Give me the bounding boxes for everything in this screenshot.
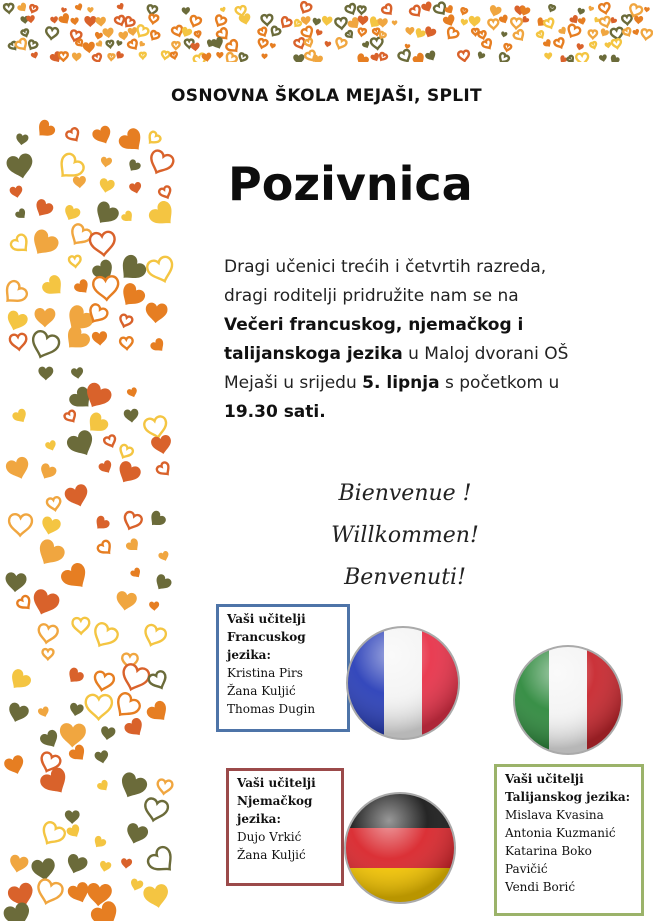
heart-icon [67,222,94,248]
heart-icon [269,43,276,50]
heart-icon [108,54,114,60]
heart-icon [120,209,136,225]
heart-icon [38,765,73,799]
heart-icon [258,27,268,37]
heart-icon [92,331,108,346]
heart-icon [146,198,179,231]
heart-icon [324,41,332,48]
heart-icon [299,1,313,14]
heart-icon [116,770,150,803]
heart-icon [57,12,72,27]
teacher-name: Dujo Vrkić [237,830,302,844]
heart-icon [38,728,61,751]
heart-icon [134,24,149,39]
heart-icon [345,3,358,15]
invitation-text: Dragi učenici trećih i četvrtih razreda, dragi roditelji pridružite nam se na Večeri francuskog, njemačkog i talijanskoga jezika u Maloj dvorani OŠ Mejaši u srijedu 5. lipnja s početkom u 19.30 sati. [224,257,569,422]
heart-icon [119,663,151,694]
heart-icon [94,750,110,765]
heart-icon [114,15,126,26]
heart-icon [84,16,96,27]
heart-icon [587,5,594,12]
heart-icon [6,701,31,725]
heart-icon [404,43,410,49]
heart-icon [114,50,125,60]
heart-icon [604,42,611,49]
italian-teachers-heading: Vaši učitelji Talijanskog jezika: [505,772,631,804]
heart-icon [224,52,238,62]
german-teachers-box [226,768,344,886]
heart-icon [612,39,622,49]
heart-icon [63,483,91,510]
heart-icon [69,256,82,268]
heart-icon [76,39,84,47]
heart-icon [8,854,30,875]
heart-icon [29,587,62,618]
heart-icon [59,723,86,748]
heart-icon [127,27,137,37]
heart-icon [39,515,62,537]
heart-icon [29,5,38,14]
heart-icon [213,15,227,28]
heart-icon [468,16,480,27]
heart-icon [94,31,103,40]
heart-icon [358,6,366,14]
heart-icon [65,127,82,143]
heart-icon [158,186,173,200]
heart-icon [381,3,394,16]
teacher-name: Mislava Kvasina [505,808,604,822]
heart-icon [21,29,29,37]
hearts-border-left [0,118,185,921]
heart-icon [68,702,84,717]
heart-icon [97,459,114,476]
heart-icon [72,618,89,634]
heart-icon [634,16,644,25]
heart-icon [146,509,167,530]
heart-icon [4,309,29,334]
heart-icon [293,54,305,62]
heart-icon [65,666,86,687]
heart-icon [357,15,368,25]
hearts-border-top [0,0,653,62]
heart-icon [554,38,566,50]
heart-icon [5,152,35,181]
heart-icon [27,227,62,261]
heart-icon [548,5,555,12]
teacher-name: Žana Kuljić [227,684,296,698]
heart-icon [142,797,169,823]
heart-icon [50,16,59,24]
heart-icon [115,590,138,612]
heart-icon [9,514,32,536]
heart-icon [261,54,267,60]
heart-icon [4,455,32,482]
heart-icon [147,670,169,691]
heart-icon [37,624,59,644]
heart-icon [9,333,27,350]
heart-icon [149,337,168,355]
heart-icon [145,844,178,877]
heart-icon [28,329,61,361]
heart-icon [91,199,121,229]
heart-icon [575,43,584,51]
heart-icon [476,51,486,61]
heart-icon [608,54,621,62]
heart-icon [145,302,168,324]
heart-icon [59,52,68,60]
heart-icon [96,539,114,556]
heart-icon [11,407,30,425]
heart-icon [397,49,412,62]
heart-icon [6,667,33,694]
heart-icon [34,878,64,907]
heart-icon [40,273,68,301]
heart-icon [138,40,146,48]
heart-icon [195,31,202,37]
heart-icon [257,39,268,49]
event-name: Večeri francuskog, njemačkog i talijanskoga jezika [224,315,524,364]
heart-icon [60,323,92,355]
heart-icon [65,823,82,840]
heart-icon [481,38,493,50]
heart-icon [146,130,162,146]
heart-icon [44,439,57,452]
heart-icon [238,53,248,62]
heart-icon [73,176,87,189]
heart-icon [125,537,142,554]
heart-icon [88,899,123,921]
heart-icon [123,408,139,423]
heart-icon [544,52,553,60]
heart-icon [301,16,311,26]
german-flag-icon [342,790,458,906]
italian-teachers-box [494,764,644,916]
heart-icon [92,671,115,693]
heart-icon [189,15,202,28]
heart-icon [513,29,526,42]
heart-icon [128,181,142,195]
heart-icon [150,434,173,456]
heart-icon [115,40,123,47]
heart-icon [92,53,102,62]
event-date: 5. lipnja [362,373,440,393]
heart-icon [149,14,159,23]
french-teachers-box [216,604,350,732]
heart-icon [64,853,89,877]
teacher-name: Kristina Pirs [227,666,303,680]
heart-icon [123,716,148,740]
heart-icon [312,17,322,26]
heart-icon [92,514,111,533]
heart-icon [111,691,142,722]
heart-icon [26,15,35,24]
heart-icon [149,30,160,41]
heart-icon [16,2,29,14]
heart-icon [145,255,176,285]
school-name: OSNOVNA ŠKOLA MEJAŠI, SPLIT [171,86,482,106]
heart-icon [96,779,111,794]
heart-icon [93,276,119,301]
heart-icon [67,743,89,765]
heart-icon [293,19,301,27]
heart-icon [378,52,387,61]
heart-icon [72,52,82,61]
heart-icon [27,40,38,51]
heart-icon [38,820,67,849]
heart-icon [4,572,27,593]
heart-icon [599,54,608,62]
heart-icon [216,52,223,59]
heart-icon [100,156,113,168]
heart-icon [120,858,132,869]
heart-icon [2,901,34,921]
teacher-name: Žana Kuljić [237,848,306,862]
heart-icon [61,204,81,224]
heart-icon [89,231,116,256]
heart-icon [442,13,457,28]
page-title: Pozivnica [228,157,473,211]
heart-icon [123,822,149,847]
heart-icon [269,26,281,38]
heart-icon [536,31,544,39]
heart-icon [70,17,79,26]
heart-icon [478,31,487,40]
teacher-name: Katarina Boko [505,844,592,858]
heart-icon [64,410,78,424]
heart-icon [458,50,470,61]
heart-icon [73,278,92,297]
greeting-german: Willkommen! [331,523,479,548]
heart-icon [98,178,116,195]
heart-icon [488,4,502,18]
german-teachers-heading: Vaši učitelji Njemačkog jezika: [237,776,316,826]
heart-icon [37,706,50,719]
heart-icon [114,252,149,286]
heart-icon [641,29,653,40]
heart-icon [118,314,133,328]
heart-icon [190,42,200,51]
heart-icon [106,41,113,48]
heart-icon [599,3,611,15]
french-flag-icon [344,624,462,742]
heart-icon [156,779,173,795]
heart-icon [102,27,114,38]
heart-icon [334,37,347,50]
heart-icon [566,24,582,39]
heart-icon [261,15,272,25]
heart-icon [15,133,29,146]
teacher-name: Antonia Kuzmanić [505,826,616,840]
heart-icon [114,459,143,488]
heart-icon [146,149,175,177]
heart-icon [335,18,347,30]
heart-icon [500,31,507,38]
heart-icon [121,511,143,532]
heart-icon [74,3,84,13]
heart-icon [4,4,14,13]
teacher-name: Vendi Borić [505,880,576,894]
heart-icon [3,754,27,777]
heart-icon [314,29,323,37]
heart-icon [91,835,107,851]
heart-icon [152,573,173,594]
heart-icon [589,30,597,38]
heart-icon [42,649,53,659]
heart-icon [542,38,553,49]
heart-icon [65,428,99,461]
heart-icon [378,18,388,27]
italian-flag-icon [511,643,625,757]
heart-icon [9,185,24,199]
heart-icon [225,39,241,54]
heart-icon [0,279,29,308]
greeting-italian: Benvenuti! [344,565,466,590]
heart-icon [103,435,117,449]
heart-icon [361,40,371,49]
event-time: 19.30 sati. [224,402,326,422]
heart-icon [89,621,120,651]
heart-icon [95,17,106,28]
heart-icon [392,20,398,25]
heart-icon [420,1,434,14]
heart-icon [129,878,144,893]
heart-icon [413,27,427,40]
heart-icon [38,367,53,381]
heart-icon [16,595,33,612]
heart-icon [632,28,640,36]
heart-icon [95,40,104,49]
heart-icon [220,6,227,13]
heart-icon [116,281,147,312]
heart-icon [58,560,92,594]
heart-icon [576,7,585,16]
heart-icon [590,42,597,49]
heart-icon [497,52,510,62]
heart-icon [142,883,171,910]
heart-icon [622,15,632,25]
heart-icon [9,233,32,256]
heart-icon [116,2,125,11]
heart-icon [100,726,116,741]
heart-icon [156,461,173,478]
heart-icon [117,444,134,460]
french-teachers-heading: Vaši učitelji Francuskog jezika: [227,612,306,662]
heart-icon [46,497,61,512]
heart-icon [15,38,29,52]
heart-icon [86,695,113,720]
heart-icon [71,367,85,380]
heart-icon [140,53,146,59]
heart-icon [577,17,587,26]
heart-icon [129,567,143,581]
heart-icon [558,26,569,36]
heart-icon [99,860,112,873]
heart-icon [279,16,292,29]
heart-icon [599,16,612,28]
heart-icon [345,30,354,39]
heart-icon [599,28,610,39]
teacher-name: Thomas Dugin [227,702,316,716]
heart-icon [126,387,139,399]
heart-icon [567,55,575,62]
heart-icon [460,8,467,15]
heart-icon [623,28,633,37]
heart-icon [511,18,522,29]
heart-icon [91,124,115,147]
heart-icon [498,14,510,25]
heart-icon [409,5,423,19]
heart-icon [35,308,56,327]
heart-icon [445,27,460,42]
heart-icon [321,16,333,27]
heart-icon [145,699,173,726]
heart-icon [65,810,80,824]
heart-icon [30,51,39,59]
heart-icon [60,7,67,14]
heart-icon [141,623,167,648]
heart-icon [120,337,133,349]
heart-icon [14,207,28,221]
heart-icon [87,7,93,13]
heart-icon [405,27,414,36]
heart-icon [304,38,313,47]
heart-icon [127,39,139,51]
heart-icon [358,28,366,36]
heart-icon [172,42,180,49]
heart-icon [45,27,58,39]
heart-icon [488,19,498,29]
heart-icon [116,126,147,157]
heart-icon [460,18,468,26]
heart-icon [504,44,512,52]
heart-icon [33,537,67,571]
heart-icon [576,53,589,62]
heart-icon [170,52,177,59]
heart-icon [411,51,427,62]
heart-icon [149,601,159,611]
heart-icon [158,550,171,563]
heart-icon [182,7,191,15]
heart-icon [543,18,555,30]
heart-icon [32,197,55,220]
heart-icon [371,37,384,49]
heart-icon [354,52,370,62]
heart-icon [126,158,142,174]
heart-icon [644,7,650,13]
heart-icon [424,49,438,62]
greeting-french: Bienvenue ! [338,481,472,506]
heart-icon [33,118,57,142]
heart-icon [82,42,95,54]
teacher-name: Pavičić [505,862,548,876]
heart-icon [161,51,170,59]
heart-icon [37,462,58,482]
heart-icon [118,31,129,41]
